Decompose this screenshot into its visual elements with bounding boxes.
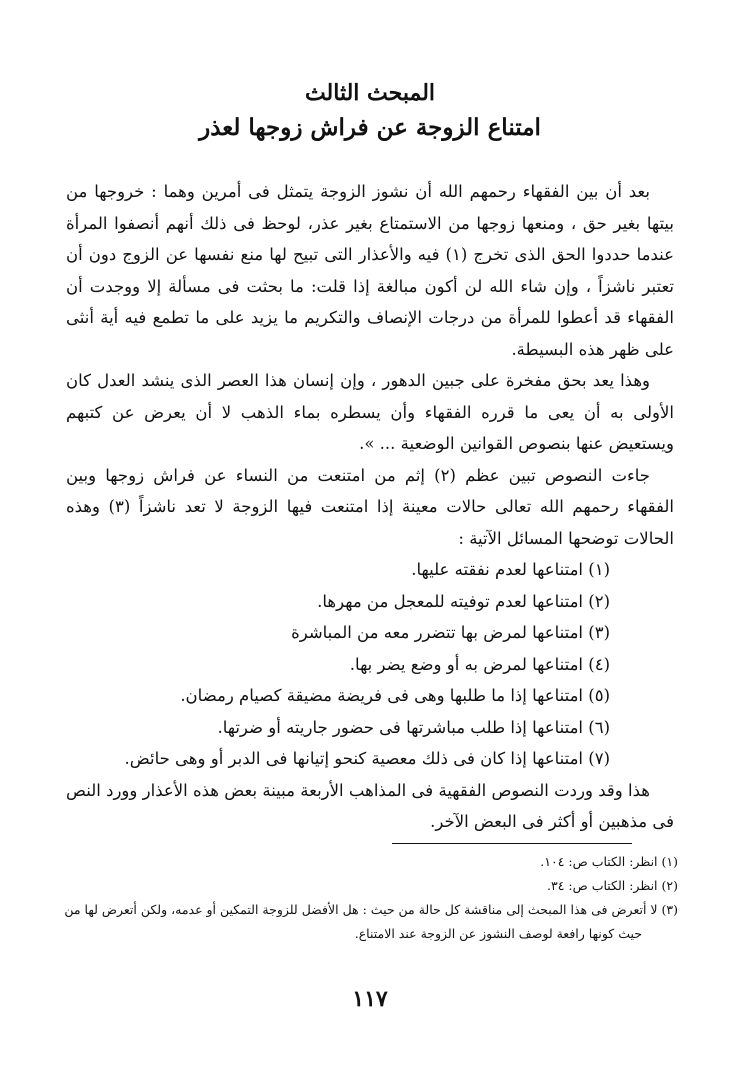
footnote-continuation: حيث كونها رافعة لوصف النشوز عن الزوجة عند الامتناع.: [354, 926, 642, 941]
section-subtitle: امتناع الزوجة عن فراش زوجها لعذر: [199, 114, 541, 141]
paragraph: جاءت النصوص تبين عظم (٢) إثم من امتنعت من النساء عن فراش زوجها وبين الفقهاء رحمهم الله تعالى حالات معينة إذا امتنعت فيها الزوجة لا تعد ناشزاً (٣) وهذه الحالات توضحها المسائل الآتية :: [66, 465, 674, 548]
list-item: (٥) امتناعها إذا ما طلبها وهى فى فريضة مضيقة كصيام رمضان.: [180, 686, 610, 705]
list-item: (٢) امتناعها لعدم توفيته للمعجل من مهرها.: [317, 591, 610, 611]
footnotes: [64, 850, 678, 946]
list-item: (٦) امتناعها إذا طلب مباشرتها فى حضور جاريته أو ضرتها.: [217, 717, 610, 737]
conditions-list: [66, 554, 674, 775]
page-number: ١١٧: [352, 986, 388, 1012]
list-item: (٤) امتناعها لمرض به أو وضع يضر بها.: [349, 654, 610, 674]
section-title: المبحث الثالث: [304, 80, 436, 106]
main-text: [66, 176, 674, 838]
footnote: (٣) لا أتعرض فى هذا المبحث إلى مناقشة كل حالة من حيث : هل الأفضل للزوجة التمكين أو عدمه، ولكن أتعرض لها من: [64, 902, 678, 917]
paragraph: وهذا يعد بحق مفخرة على جبين الدهور ، وإن إنسان هذا العصر الذى ينشد العدل كان الأولى به أن يعى ما قرره الفقهاء وأن يسطره بماء الذهب لا أن يعرض عن كتبهم ويستعيض عنها بنصوص القوانين الوضعية ... ».: [66, 371, 674, 453]
footnote-divider: [392, 843, 632, 844]
list-item: (٣) امتناعها لمرض بها تتضرر معه من المباشرة: [291, 623, 610, 642]
list-item: (٧) امتناعها إذا كان فى ذلك معصية كنحو إتيانها فى الدبر أو وهى حائض.: [124, 749, 610, 768]
list-item: (١) امتناعها لعدم نفقته عليها.: [411, 560, 610, 579]
paragraph: بعد أن بين الفقهاء رحمهم الله أن نشوز الزوجة يتمثل فى أمرين وهما : خروجها من بيتها بغير حق ، ومنعها زوجها من الاستمتاع بغير عذر، لوحظ فى ذلك أنهم أنصفوا المرأة عندما حددوا الحق الذى تخرج (١) فيه والأعذار التى تبيح لها منع نفسها عن الزوج دون أن تعتبر ناشزاً ، وإن شاء الله لن أكون مبالغة إذا قلت: ما بحثت فى مسألة إلا ووجدت أن الفقهاء قد أعطوا للمرأة من درجات الإنصاف والتكريم ما يزيد على ما تطمع فيه أية أنثى على ظهر هذه البسيطة.: [66, 182, 674, 359]
paragraph: هذا وقد وردت النصوص الفقهية فى المذاهب الأربعة مبينة بعض هذه الأعذار وورد النص فى مذهبين أو أكثر فى البعض الآخر.: [66, 780, 674, 831]
footnote: (١) انظر: الكتاب ص: ١٠٤.: [540, 854, 678, 869]
footnote: (٢) انظر: الكتاب ص: ٣٤.: [547, 878, 678, 893]
